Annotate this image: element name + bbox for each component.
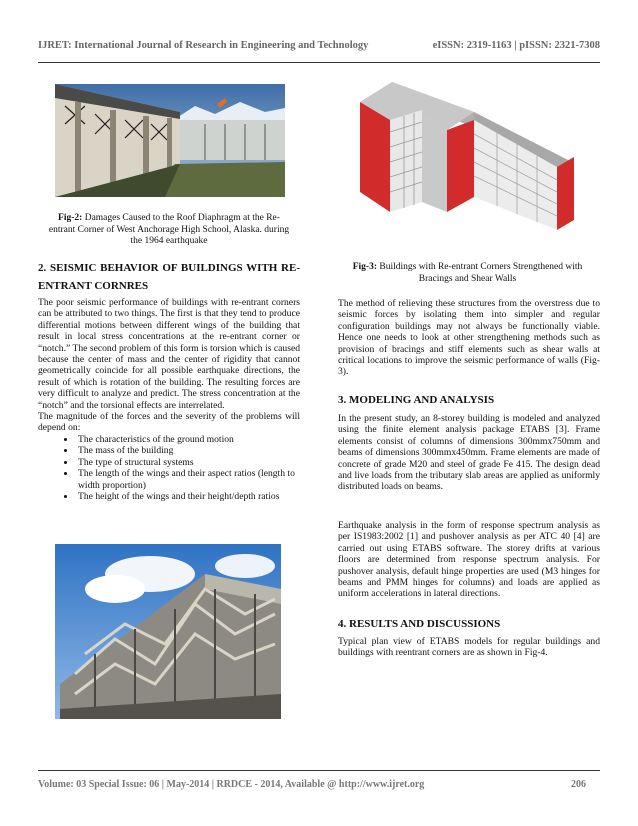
list-item: • The length of the wings and their aspect ratios (length to width proportion) — [76, 468, 300, 491]
fig3-caption-text: Buildings with Re-entrant Corners Strengthened with Bracings and Shear Walls — [379, 262, 583, 284]
section2-body — [38, 297, 300, 502]
section3-para2: Earthquake analysis in the form of response spectrum analysis as per IS1983:2002 [1] and pushover analysis as per ATC 40 [4] are carried out using ETABS software. The storey drifts at various floors are determined from response spectrum analysis. For pushover analysis, default hinge properties are used (M3 hinges for beams and PMM hinges for columns) and loads are applied as uniform accelerations in lateral directions. — [338, 520, 600, 600]
right-para1: The method of relieving these structures from the overstress due to seismic forces by isolating them into simpler and regular configuration buildings may not always be functionally viable. Hence one needs to look at other strengthening methods such as provision of bracings and stiff elements such as shear walls at critical locations to improve the seismic performance of walls (Fig-3). — [338, 298, 600, 378]
section2-para1: The poor seismic performance of buildings with re-entrant corners can be attributed to two things. The first is that they tend to produce differential motions between different wings of the building that result in local stress concentrations at the re-entrant corner or “notch.” The second problem of this form is torsion which is caused because the center of mass and the center of rigidity that cannot geometrically coincide for all possible earthquake directions, the result of which is rotation of the building. The resulting forces are very difficult to analyze and predict. The stress concentration at the “notch” and the torsional effects are interrelated. — [38, 297, 300, 411]
braced-building-photo — [55, 544, 281, 719]
section4-heading: 4. RESULTS AND DISCUSSIONS — [338, 618, 501, 630]
list-item: • The mass of the building — [76, 445, 300, 456]
list-item: • The characteristics of the ground motion — [76, 434, 300, 445]
running-footer — [38, 779, 600, 790]
running-header — [38, 40, 600, 51]
factor-list — [38, 434, 300, 502]
page-number: 206 — [571, 779, 586, 790]
footer-rule — [38, 770, 600, 771]
fig3-label: Fig-3: — [352, 262, 377, 272]
list-item: • The height of the wings and their height/depth ratios — [76, 491, 300, 502]
section3-heading: 3. MODELING AND ANALYSIS — [338, 394, 495, 406]
fig2-caption — [45, 213, 293, 248]
section2-para2: The magnitude of the forces and the severity of the problems will depend on: — [38, 411, 300, 434]
header-rule — [38, 62, 600, 63]
fig2-label: Fig-2: — [58, 213, 83, 223]
section3-para1: In the present study, an 8-storey building is modeled and analyzed using the finite element analysis package ETABS [3]. Frame elements consist of columns of dimensions 300mmx750mm and beams of dimensions 300mmx450mm. Frame elements are made of concrete of grade M20 and steel of grade Fe 415. The design dead and live loads from the tributary slab areas are applied as uniformly distributed loads on beams. — [338, 413, 600, 493]
section4-para1: Typical plan view of ETABS models for regular buildings and buildings with reentrant corners are as shown in Fig-4. — [338, 636, 600, 659]
list-item: • The type of structural systems — [76, 457, 300, 468]
fig2-caption-text: Damages Caused to the Roof Diaphragm at the Re-entrant Corner of West Anchorage High School, Alaska. during the 1964 earthquake — [48, 213, 290, 246]
fig2-damage-photo — [55, 84, 285, 197]
issn: eISSN: 2319-1163 | pISSN: 2321-7308 — [432, 40, 600, 51]
journal-title: IJRET: International Journal of Research in Engineering and Technology — [38, 40, 369, 51]
fig3-caption — [335, 262, 600, 285]
fig3-building-model — [352, 72, 585, 230]
footer-text: Volume: 03 Special Issue: 06 | May-2014 | RRDCE - 2014, Available @ http://www.ijret.org — [38, 779, 425, 790]
section2-heading: 2. SEISMIC BEHAVIOR OF BUILDINGS WITH RE-ENTRANT CORNRES — [38, 262, 300, 292]
